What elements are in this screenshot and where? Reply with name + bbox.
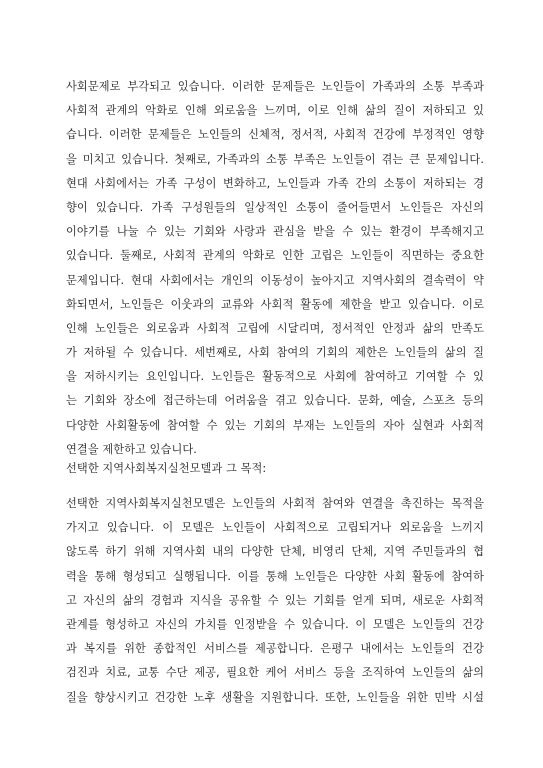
text-line: 검진과 치료, 교통 수단 제공, 필요한 케어 서비스 등을 조직하여 노인들의 삶의 bbox=[66, 666, 484, 680]
text-line: 고 자신의 삶의 경험과 지식을 공유할 수 있는 기회를 얻게 되며, 새로운 사회적 bbox=[66, 593, 484, 607]
text-line: 연결을 제한하고 있습니다. bbox=[66, 442, 197, 456]
text-line: 력을 통해 형성되고 실행됩니다. 이를 통해 노인들은 다양한 사회 활동에 참여하 bbox=[66, 569, 484, 583]
text-line: 는 기회와 장소에 접근하는데 어려움을 겪고 있습니다. 문화, 예술, 스포츠 등의 bbox=[66, 394, 484, 408]
text-line: 있습니다. 둘째로, 사회적 관계의 악화로 인한 고립은 노인들이 직면하는 중요한 bbox=[66, 249, 484, 263]
section-heading: 선택한 지역사회복지실천모델과 그 목적: bbox=[66, 462, 267, 475]
text-line: 사회문제로 부각되고 있습니다. 이러한 문제들은 노인들이 가족과의 소통 부족과 bbox=[66, 80, 484, 93]
text-line: 인해 노인들은 외로움과 사회적 고립에 시달리며, 정서적인 안정과 삶의 만족도 bbox=[66, 321, 484, 335]
text-line: 가지고 있습니다. 이 모델은 노인들이 사회적으로 고립되거나 외로움을 느끼지 bbox=[66, 521, 484, 535]
text-line: 화되면서, 노인들은 이웃과의 교류와 사회적 활동에 제한을 받고 있습니다. 이로 bbox=[66, 297, 484, 311]
text-line: 다양한 사회활동에 참여할 수 있는 기회의 부재는 노인들의 자아 실현과 사회적 bbox=[66, 418, 484, 432]
text-line: 관계를 형성하고 자신의 가치를 인정받을 수 있습니다. 이 모델은 노인들의 건강 bbox=[66, 617, 484, 631]
paragraph-social-problems bbox=[66, 75, 484, 462]
paragraph-model-purpose bbox=[66, 492, 484, 710]
text-line: 가 저하될 수 있습니다. 세번째로, 사회 참여의 기회의 제한은 노인들의 삶의 질 bbox=[66, 346, 484, 360]
text-line: 않도록 하기 위해 지역사회 내의 다양한 단체, 비영리 단체, 지역 주민들과의 협 bbox=[66, 545, 484, 559]
text-line: 현대 사회에서는 가족 구성이 변화하고, 노인들과 가족 간의 소통이 저하되는 경 bbox=[66, 176, 484, 190]
text-line: 과 복지를 위한 종합적인 서비스를 제공합니다. 은평구 내에서는 노인들의 건강 bbox=[66, 642, 484, 656]
text-line: 선택한 지역사회복지실천모델은 노인들의 사회적 참여와 연결을 촉진하는 목적을 bbox=[66, 497, 484, 510]
text-line: 습니다. 이러한 문제들은 노인들의 신체적, 정서적, 사회적 건강에 부정적인 영향 bbox=[66, 128, 484, 142]
text-line: 질을 향상시키고 건강한 노후 생활을 지원합니다. 또한, 노인들을 위한 민박 시설 bbox=[66, 690, 484, 704]
text-line: 을 미치고 있습니다. 첫째로, 가족과의 소통 부족은 노인들이 겪는 큰 문제입니다. bbox=[66, 152, 484, 166]
text-line: 이야기를 나눌 수 있는 기회와 사랑과 관심을 받을 수 있는 환경이 부족해지고 bbox=[66, 225, 484, 239]
text-line: 사회적 관계의 악화로 인해 외로움을 느끼며, 이로 인해 삶의 질이 저하되고 있 bbox=[66, 104, 484, 118]
text-line: 을 저하시키는 요인입니다. 노인들은 활동적으로 사회에 참여하고 기여할 수 있 bbox=[66, 370, 484, 384]
text-line: 문제입니다. 현대 사회에서는 개인의 이동성이 높아지고 지역사회의 결속력이 약 bbox=[66, 273, 484, 287]
text-line: 향이 있습니다. 가족 구성원들의 일상적인 소통이 줄어들면서 노인들은 자신의 bbox=[66, 200, 484, 214]
